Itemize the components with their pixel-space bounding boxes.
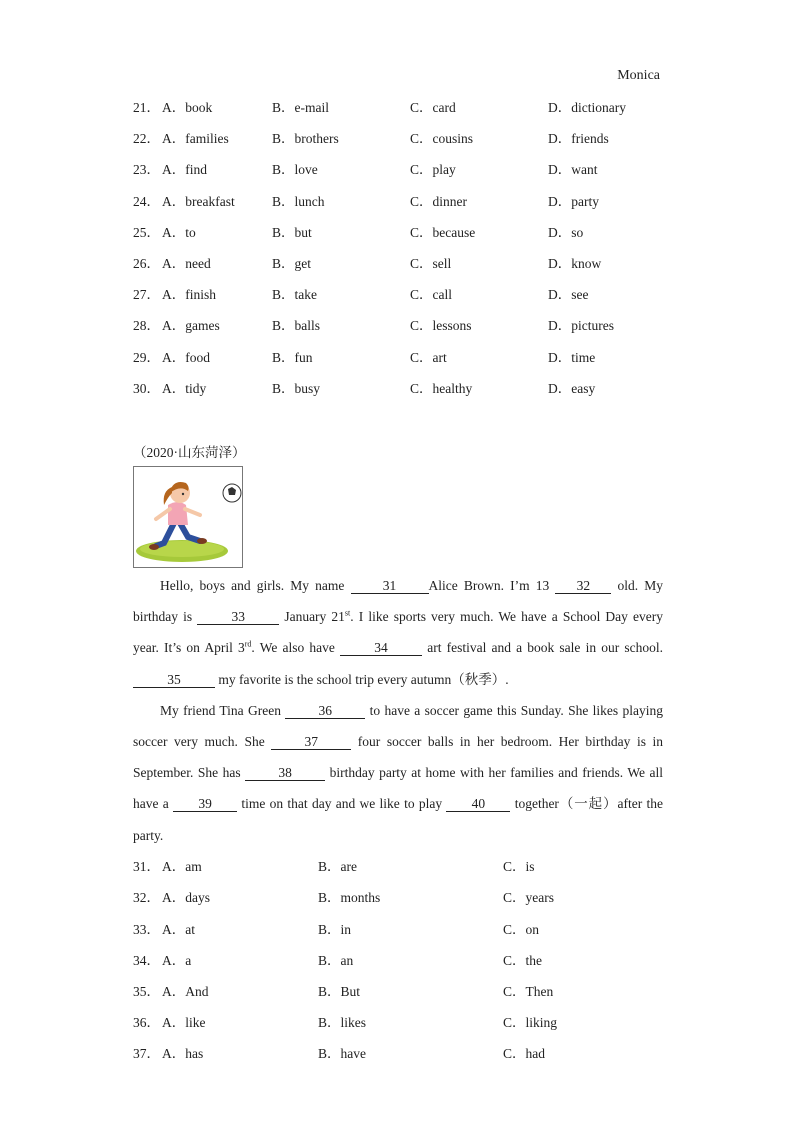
question-row [133, 161, 693, 179]
question-number: 26． [133, 256, 160, 271]
option-c: C．dinner [410, 194, 467, 209]
option-c: C．art [410, 350, 447, 365]
question-row [133, 952, 693, 970]
option-c: C．on [503, 922, 540, 937]
option-b: B．an [318, 953, 354, 968]
question-row [133, 380, 693, 398]
option-d: D．friends [548, 131, 609, 146]
option-c: C．lessons [410, 318, 472, 333]
option-c: C．cousins [410, 131, 474, 146]
option-c: C．because [410, 225, 476, 240]
option-b: B．love [272, 162, 318, 177]
blank-36: 36 [285, 704, 365, 719]
option-d: D．easy [548, 381, 596, 396]
option-a: A．families [162, 131, 229, 146]
question-number: 25． [133, 225, 160, 240]
option-a: A．has [162, 1046, 204, 1061]
passage-text: time on that day and we like to play [237, 796, 447, 812]
blank-39: 39 [173, 797, 237, 812]
question-number: 27． [133, 287, 160, 302]
question-number: 34． [133, 953, 160, 968]
option-d: D．so [548, 225, 584, 240]
question-number: 24． [133, 194, 160, 209]
source-label: （2020·山东菏泽） [133, 445, 246, 460]
question-number: 29． [133, 350, 160, 365]
passage-text: together（一起）after the party. [133, 796, 664, 843]
passage-text: art festival and a book sale in our school. [422, 640, 663, 656]
question-number: 31． [133, 859, 160, 874]
question-number: 23． [133, 162, 160, 177]
option-a: A．at [162, 922, 195, 937]
question-number: 21． [133, 100, 160, 115]
option-b: B．balls [272, 318, 321, 333]
option-a: A．And [162, 984, 209, 999]
passage-paragraph-2 [133, 695, 663, 851]
question-number: 32． [133, 890, 160, 905]
option-a: A．need [162, 256, 211, 271]
option-d: D．pictures [548, 318, 614, 333]
option-a: A．days [162, 890, 210, 905]
header-name: Monica [617, 68, 660, 83]
passage-text: Alice Brown. I’m 13 [428, 578, 556, 593]
option-a: A．find [162, 162, 207, 177]
option-a: A．tidy [162, 381, 207, 396]
option-b: B．get [272, 256, 311, 271]
ordinal-suffix: rd [244, 639, 252, 649]
option-c: C．is [503, 859, 535, 874]
question-row [133, 921, 693, 939]
option-b: B．busy [272, 381, 321, 396]
girl-playing-soccer-illustration [133, 466, 243, 568]
question-row [133, 349, 693, 367]
option-b: B．have [318, 1046, 366, 1061]
option-c: C．Then [503, 984, 554, 999]
question-number: 33． [133, 922, 160, 937]
ordinal-suffix: st [344, 608, 351, 618]
option-a: A．a [162, 953, 192, 968]
question-number: 35． [133, 984, 160, 999]
option-c: C．healthy [410, 381, 473, 396]
question-number: 36． [133, 1015, 160, 1030]
passage-text: four soccer balls in her bedroom. Her birthday is in September. She has [133, 734, 663, 781]
option-a: A．like [162, 1015, 206, 1030]
option-a: A．am [162, 859, 202, 874]
blank-33: 33 [197, 610, 279, 625]
option-d: D．know [548, 256, 602, 271]
question-row [133, 1014, 693, 1032]
blank-34: 34 [340, 641, 422, 656]
option-b: B．are [318, 859, 357, 874]
blank-38: 38 [245, 766, 325, 781]
option-b: B．but [272, 225, 312, 240]
option-c: C．years [503, 890, 554, 905]
passage-text: old. My birthday is [133, 578, 663, 625]
option-a: A．breakfast [162, 194, 235, 209]
passage-text: my favorite is the school trip every autumn（秋季）. [215, 671, 509, 687]
option-a: A．finish [162, 287, 216, 302]
passage-paragraph-1 [133, 570, 663, 695]
option-a: A．book [162, 100, 213, 115]
option-a: A．to [162, 225, 196, 240]
option-b: B．take [272, 287, 317, 302]
passage-text: to have a soccer game this Sunday. She likes playing soccer very much. She [133, 702, 663, 750]
option-c: C．card [410, 100, 456, 115]
option-b: B．months [318, 890, 381, 905]
option-c: C．had [503, 1046, 545, 1061]
option-c: C．call [410, 287, 452, 302]
passage-text: My friend Tina Green [160, 702, 286, 718]
question-number: 22． [133, 131, 160, 146]
passage [133, 570, 663, 851]
option-d: D．time [548, 350, 596, 365]
blank-40: 40 [446, 797, 510, 812]
question-row [133, 983, 693, 1001]
question-row [133, 317, 693, 335]
option-b: B．brothers [272, 131, 339, 146]
option-c: C．sell [410, 256, 452, 271]
option-b: B．lunch [272, 194, 325, 209]
option-a: A．games [162, 318, 220, 333]
passage-text: . I like sports very much. We have a School Day every year. It’s on April 3 [133, 609, 664, 656]
option-a: A．food [162, 350, 210, 365]
option-d: D．party [548, 194, 599, 209]
option-d: D．see [548, 287, 589, 302]
question-number: 37． [133, 1046, 160, 1061]
question-row [133, 286, 693, 304]
option-b: B．fun [272, 350, 313, 365]
question-number: 30． [133, 381, 160, 396]
blank-35: 35 [133, 673, 215, 688]
option-d: D．want [548, 162, 598, 177]
question-number: 28． [133, 318, 160, 333]
option-b: B．in [318, 922, 352, 937]
question-row [133, 130, 693, 148]
question-row [133, 99, 693, 117]
question-row [133, 889, 693, 907]
option-c: C．liking [503, 1015, 558, 1030]
option-d: D．dictionary [548, 100, 626, 115]
option-c: C．play [410, 162, 456, 177]
option-b: B．But [318, 984, 361, 999]
question-row [133, 858, 693, 876]
blank-32: 32 [555, 579, 611, 594]
question-row [133, 224, 693, 242]
option-b: B．likes [318, 1015, 367, 1030]
question-row [133, 1045, 693, 1063]
question-row [133, 193, 693, 211]
passage-text: Hello, boys and girls. My name [160, 578, 351, 593]
passage-text: . We also have [251, 640, 341, 656]
blank-37: 37 [271, 735, 351, 750]
passage-text: birthday party at home with her families and friends. We all have a [133, 765, 663, 812]
blank-31: 31 [351, 579, 429, 594]
question-row [133, 255, 693, 273]
option-c: C．the [503, 953, 542, 968]
passage-text: January 21 [279, 609, 345, 625]
option-b: B．e-mail [272, 100, 329, 115]
